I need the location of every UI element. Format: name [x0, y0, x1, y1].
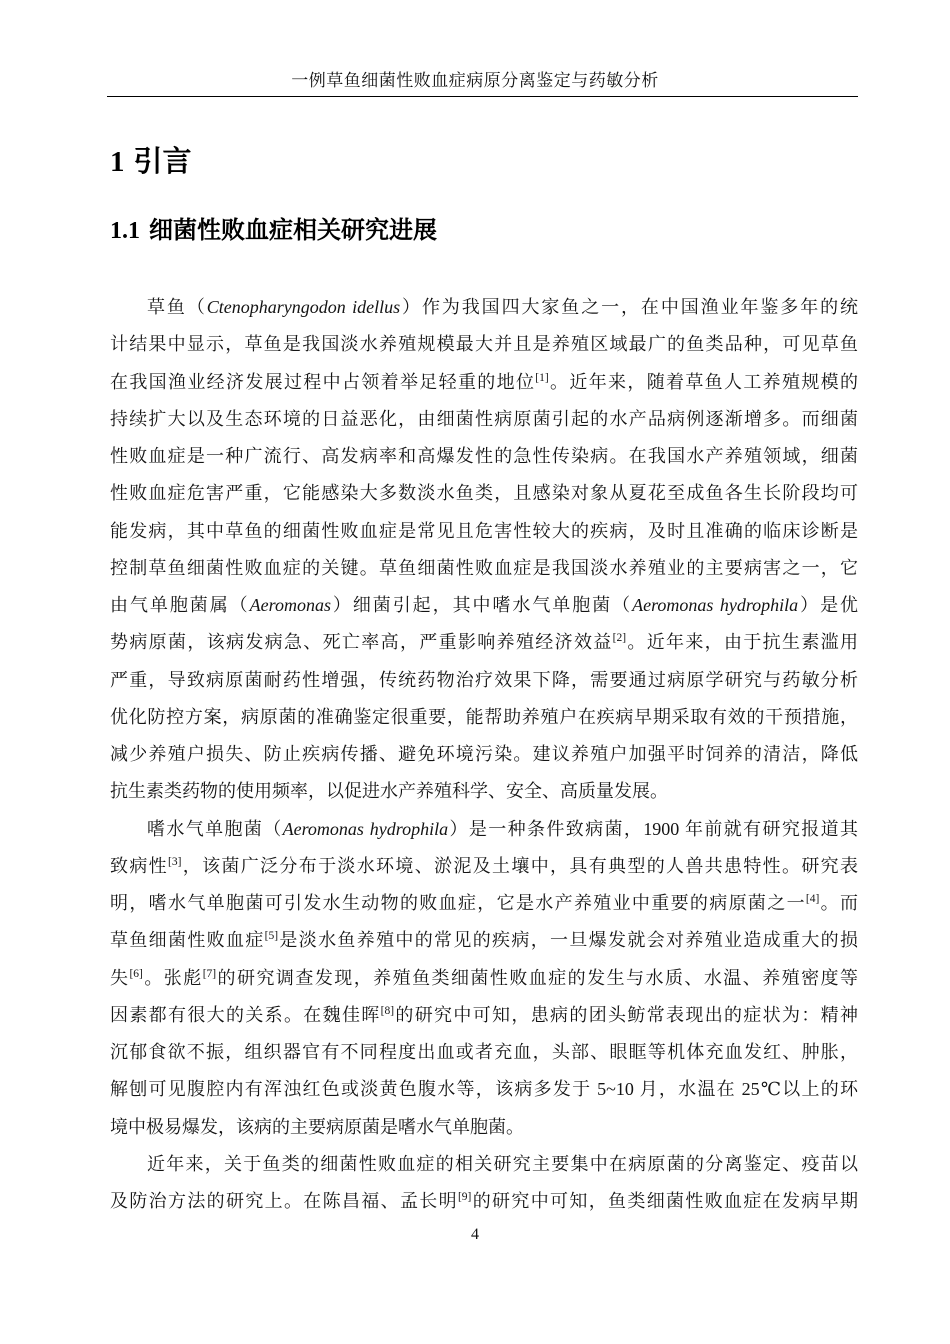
text-run: ）作为我国四大家鱼之一，在中国渔业年鉴多年的统: [400, 297, 858, 317]
text-run: ）细菌引起，其中嗜水气单胞菌（: [330, 595, 633, 615]
body-line: [110, 550, 858, 587]
text-run: 抗生素类药物的使用频率，以促进水产养殖科学、安全、高质量发展。: [110, 781, 668, 802]
citation-ref: [7]: [202, 967, 217, 980]
text-run: 及防治方法的研究上。在陈昌福、孟长明: [110, 1191, 458, 1211]
body-line: [110, 364, 858, 401]
body-text: [110, 289, 858, 1220]
text-run: 由气单胞菌属（: [110, 595, 250, 615]
heading-1-number: 1: [110, 146, 125, 178]
text-run: 严重，导致病原菌耐药性增强，传统药物治疗效果下降，需要通过病原学研究与药敏分析: [110, 669, 858, 690]
body-line: [110, 922, 858, 959]
body-line: [110, 1071, 858, 1108]
text-run: 在我国渔业经济发展过程中占领着举足轻重的地位: [110, 371, 536, 392]
body-line: [110, 997, 858, 1034]
text-run: 近年来，关于鱼类的细菌性败血症的相关研究主要集中在病原菌的分离鉴定、疫苗以: [147, 1153, 858, 1174]
text-run: 能发病，其中草鱼的细菌性败血症是常见且危害性较大的疾病，及时且准确的临床诊断是: [110, 520, 858, 541]
species-name-italic: Aeromonas hydrophila: [632, 595, 799, 615]
text-run: 的研究中可知，患病的团头鲂常表现出的症状为：精神: [394, 1004, 858, 1025]
header-divider: [107, 96, 858, 97]
text-run: 。而: [819, 893, 858, 913]
text-run: ）是一种条件致病菌，1900 年前就有研究报道其: [448, 818, 858, 839]
body-line: [110, 848, 858, 885]
text-run: 控制草鱼细菌性败血症的关键。草鱼细菌性败血症是我国淡水养殖业的主要病害之一，它: [110, 557, 858, 578]
text-run: ）是优: [798, 595, 858, 615]
body-line: [110, 699, 858, 736]
body-line: [110, 475, 858, 512]
section-heading-1-1: [110, 218, 437, 244]
text-run: 境中极易爆发，该病的主要病原菌是嗜水气单胞菌。: [110, 1116, 524, 1137]
body-line: [110, 1146, 858, 1183]
text-run: 减少养殖户损失、防止疾病传播、避免环境污染。建议养殖户加强平时饲养的清洁，降低: [110, 744, 858, 764]
citation-ref: [2]: [612, 632, 627, 645]
body-line: [110, 662, 858, 699]
citation-ref: [8]: [380, 1004, 395, 1017]
text-run: 持续扩大以及生态环境的日益恶化，由细菌性病原菌引起的水产品病例逐渐增多。而细菌: [110, 408, 858, 429]
text-run: 明，嗜水气单胞菌可引发水生动物的败血症，它是水产养殖业中重要的病原菌之一: [110, 893, 806, 913]
body-line: [110, 736, 858, 773]
text-run: 。近年来，随着草鱼人工养殖规模的: [548, 371, 858, 392]
body-line: [110, 401, 858, 438]
text-run: 优化防控方案，病原菌的准确鉴定很重要，能帮助养殖户在疾病早期采取有效的干预措施，: [110, 706, 858, 727]
body-line: [110, 513, 858, 550]
citation-ref: [4]: [805, 893, 820, 905]
page-number: 4: [471, 1226, 479, 1243]
body-line: [110, 1109, 858, 1146]
running-header-title: 一例草鱼细菌性败血症病原分离鉴定与药敏分析: [291, 71, 659, 90]
text-run: 势病原菌，该病发病急、死亡率高，严重影响养殖经济效益: [110, 632, 613, 653]
section-heading-1: [110, 147, 192, 179]
species-name-italic: Aeromonas: [249, 595, 331, 615]
citation-ref: [5]: [264, 930, 279, 943]
body-line: [110, 1034, 858, 1071]
body-line: [110, 289, 858, 326]
text-run: 因素都有很大的关系。在魏佳晖: [110, 1004, 381, 1025]
body-line: [110, 624, 858, 661]
text-run: 性败血症危害严重，它能感染大多数淡水鱼类，且感染对象从夏花至成鱼各生长阶段均可: [110, 483, 858, 504]
text-run: 解刨可见腹腔内有浑浊红色或淡黄色腹水等，该病多发于 5~10 月，水温在 25℃以上的环: [110, 1079, 858, 1100]
text-run: 嗜水气单胞菌（: [147, 818, 283, 839]
body-line: [110, 1183, 858, 1220]
species-name-italic: Aeromonas hydrophila: [282, 818, 449, 839]
body-line: [110, 326, 858, 363]
text-run: 计结果中显示，草鱼是我国淡水养殖规模最大并且是养殖区域最广的鱼类品种，可见草鱼: [110, 334, 858, 355]
body-line: [110, 587, 858, 624]
text-run: 的研究调查发现，养殖鱼类细菌性败血症的发生与水质、水温、养殖密度等: [216, 967, 858, 988]
body-line: [110, 960, 858, 997]
text-run: ，该菌广泛分布于淡水环境、淤泥及土壤中，具有典型的人兽共患特性。研究表: [181, 855, 858, 876]
heading-1-1-number: 1.1: [110, 218, 140, 244]
citation-ref: [6]: [129, 967, 143, 980]
text-run: 的研究中可知，鱼类细菌性败血症在发病早期: [471, 1191, 858, 1211]
citation-ref: [9]: [457, 1191, 472, 1203]
text-run: 草鱼细菌性败血症: [110, 930, 265, 951]
citation-ref: [3]: [168, 855, 182, 868]
heading-1-1-text: 细菌性败血症相关研究进展: [149, 217, 437, 244]
citation-ref: [1]: [535, 371, 549, 384]
text-run: 沉郁食欲不振，组织器官有不同程度出血或者充血，头部、眼眶等机体充血发红、肿胀，: [110, 1042, 858, 1062]
text-run: 。张彪: [142, 967, 203, 988]
text-run: 。近年来，由于抗生素滥用: [626, 632, 858, 653]
text-run: 性败血症是一种广流行、高发病率和高爆发性的急性传染病。在我国水产养殖领域，细菌: [110, 446, 858, 466]
body-line: [110, 811, 858, 848]
text-run: 致病性: [110, 855, 168, 876]
heading-1-text: 引言: [133, 146, 192, 178]
text-run: 草鱼（: [147, 297, 207, 317]
species-name-italic: Ctenopharyngodon idellus: [206, 297, 401, 317]
text-run: 失: [110, 967, 130, 988]
body-line: [110, 438, 858, 475]
body-line: [110, 885, 858, 922]
body-line: [110, 773, 858, 810]
text-run: 是淡水鱼养殖中的常见的疾病，一旦爆发就会对养殖业造成重大的损: [278, 930, 858, 951]
